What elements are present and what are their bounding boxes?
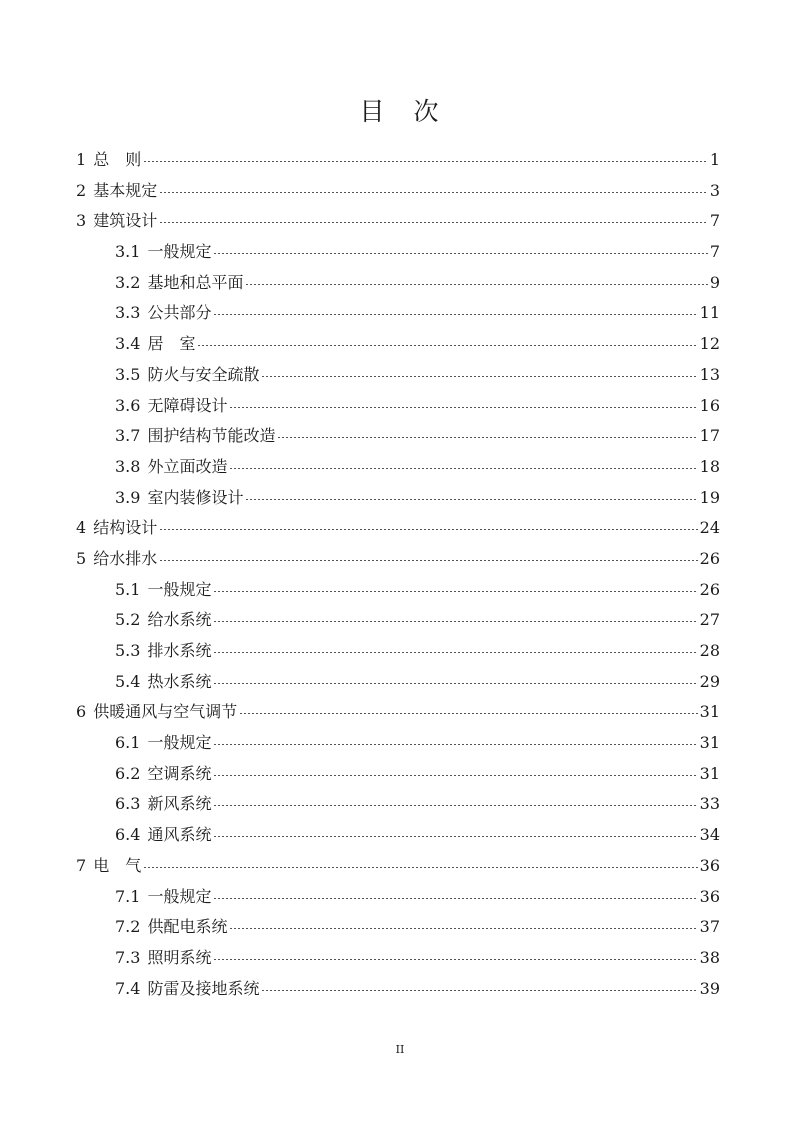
dot-leader	[213, 621, 697, 622]
dot-leader	[159, 560, 697, 561]
toc-entry-page: 7	[709, 211, 720, 231]
toc-entry[interactable]	[76, 452, 720, 483]
dot-leader	[213, 253, 707, 254]
toc-entry-page: 36	[699, 886, 720, 906]
toc-entry-number: 7.1	[115, 886, 141, 906]
toc-entry-number: 3.2	[115, 272, 141, 292]
toc-entry[interactable]	[76, 789, 720, 820]
toc-entry-title: 基本规定	[93, 180, 158, 200]
dot-leader	[229, 468, 697, 469]
toc-entry[interactable]	[76, 268, 720, 299]
toc-entry[interactable]	[76, 912, 720, 943]
toc-entry-number: 3.8	[115, 456, 141, 476]
toc-entry-title: 防雷及接地系统	[147, 978, 260, 998]
toc-entry[interactable]	[76, 483, 720, 514]
toc-entry-page: 28	[699, 641, 720, 660]
toc-entry-title: 照明系统	[147, 947, 212, 967]
page-title: 目 次	[359, 97, 441, 126]
toc-entry-page: 33	[699, 794, 720, 814]
dot-leader	[159, 222, 708, 223]
toc-entry-page: 31	[699, 763, 720, 783]
toc-entry[interactable]	[76, 513, 720, 544]
dot-leader	[143, 161, 708, 162]
toc-entry-title: 通风系统	[147, 825, 212, 845]
toc-entry-number: 6.3	[115, 794, 141, 814]
toc-entry-number: 7.2	[115, 917, 141, 937]
toc-entry[interactable]	[76, 605, 720, 636]
toc-entry-number: 3	[76, 211, 87, 231]
toc-entry[interactable]	[76, 728, 720, 759]
toc-entry[interactable]	[76, 298, 720, 329]
toc-entry-title: 防火与安全疏散	[147, 364, 260, 384]
dot-leader	[213, 591, 697, 592]
toc-entry-title: 新风系统	[147, 794, 212, 814]
toc-entry[interactable]	[76, 575, 720, 606]
dot-leader	[229, 407, 697, 408]
toc-entry-title: 给水系统	[147, 610, 212, 630]
toc-entry[interactable]	[76, 237, 720, 268]
toc-entry[interactable]	[76, 145, 720, 176]
toc-entry-number: 5	[76, 548, 87, 568]
toc-entry[interactable]	[76, 943, 720, 974]
toc-entry[interactable]	[76, 636, 720, 667]
toc-entry-number: 3.9	[115, 487, 141, 507]
dot-leader	[229, 928, 697, 929]
toc-entry-number: 6.1	[115, 733, 141, 753]
toc-entry-title: 一般规定	[147, 579, 212, 599]
dot-leader	[213, 836, 697, 837]
toc-entry-title: 给水排水	[93, 548, 158, 568]
toc-entry[interactable]	[76, 421, 720, 452]
toc-entry[interactable]	[76, 391, 720, 422]
toc-entry[interactable]	[76, 329, 720, 360]
toc-entry-number: 7.3	[115, 947, 141, 967]
toc-entry-page: 17	[699, 426, 720, 446]
toc-entry-page: 36	[699, 855, 720, 875]
toc-entry-title: 无障碍设计	[147, 395, 228, 415]
toc-entry-title: 总 则	[93, 150, 142, 169]
toc-entry[interactable]	[76, 697, 720, 728]
toc-entry-page: 3	[709, 180, 720, 200]
toc-entry-title: 供暖通风与空气调节	[93, 702, 238, 722]
dot-leader	[245, 499, 697, 500]
toc-entry[interactable]	[76, 176, 720, 207]
toc-entry-page: 19	[699, 487, 720, 507]
toc-entry-page: 26	[699, 548, 720, 568]
toc-entry-number: 5.3	[115, 641, 141, 660]
toc-entry[interactable]	[76, 759, 720, 790]
toc-entry-page: 24	[699, 518, 720, 538]
toc-entry-number: 6	[76, 702, 87, 722]
toc-entry[interactable]	[76, 667, 720, 698]
dot-leader	[213, 314, 697, 315]
toc-entry-page: 38	[699, 947, 720, 967]
toc-entry-title: 空调系统	[147, 763, 212, 783]
toc-entry-number: 2	[76, 180, 87, 200]
toc-entry-page: 18	[699, 456, 720, 476]
toc-entry-page: 29	[699, 671, 720, 691]
toc-entry[interactable]	[76, 820, 720, 851]
toc-entry-title: 一般规定	[147, 886, 212, 906]
dot-leader	[213, 898, 697, 899]
toc-entry-number: 3.3	[115, 303, 141, 323]
dot-leader	[197, 345, 697, 346]
toc-entry-page: 9	[709, 272, 720, 292]
dot-leader	[213, 805, 697, 806]
toc-entry-number: 5.4	[115, 671, 141, 691]
toc-entry-title: 基地和总平面	[147, 272, 244, 292]
toc-entry-title: 结构设计	[93, 518, 158, 538]
toc-entry-title: 建筑设计	[93, 211, 158, 231]
toc-entry-title: 公共部分	[147, 303, 212, 323]
dot-leader	[261, 990, 697, 991]
toc-entry-number: 3.7	[115, 426, 141, 446]
table-of-contents	[76, 145, 720, 1004]
dot-leader	[143, 867, 697, 868]
toc-entry-title: 供配电系统	[147, 917, 228, 937]
toc-entry-number: 3.1	[115, 242, 141, 262]
toc-entry[interactable]	[76, 974, 720, 1005]
toc-entry-page: 26	[699, 579, 720, 599]
toc-entry-title: 室内装修设计	[147, 487, 244, 507]
dot-leader	[213, 959, 697, 960]
dot-leader	[213, 652, 697, 653]
dot-leader	[261, 376, 697, 377]
toc-entry[interactable]	[76, 851, 720, 882]
dot-leader	[213, 775, 697, 776]
toc-entry[interactable]	[76, 360, 720, 391]
toc-entry-title: 外立面改造	[147, 456, 228, 476]
toc-entry-number: 1	[76, 150, 87, 169]
dot-leader	[245, 284, 707, 285]
page-number-footer: II	[395, 1043, 405, 1056]
toc-entry[interactable]	[76, 544, 720, 575]
toc-entry-page: 39	[699, 978, 720, 998]
dot-leader	[159, 529, 697, 530]
toc-entry-page: 31	[699, 702, 720, 722]
dot-leader	[239, 713, 697, 714]
toc-entry-number: 4	[76, 518, 87, 538]
toc-entry[interactable]	[76, 882, 720, 913]
toc-entry-number: 7	[76, 855, 87, 875]
toc-entry-page: 31	[699, 733, 720, 753]
toc-entry-title: 排水系统	[147, 641, 212, 660]
toc-entry-title: 一般规定	[147, 733, 212, 753]
toc-entry-title: 居 室	[147, 334, 196, 354]
dot-leader	[277, 437, 697, 438]
toc-entry-title: 热水系统	[147, 671, 212, 691]
toc-entry-number: 6.4	[115, 825, 141, 845]
toc-entry[interactable]	[76, 206, 720, 237]
toc-entry-page: 13	[699, 364, 720, 384]
toc-entry-page: 12	[699, 334, 720, 354]
toc-entry-page: 1	[709, 150, 720, 169]
toc-entry-page: 11	[699, 303, 720, 323]
toc-entry-number: 3.4	[115, 334, 141, 354]
toc-entry-title: 围护结构节能改造	[147, 426, 276, 446]
toc-entry-number: 5.2	[115, 610, 141, 630]
dot-leader	[213, 683, 697, 684]
toc-entry-page: 34	[699, 825, 720, 845]
toc-entry-number: 5.1	[115, 579, 141, 599]
dot-leader	[213, 744, 697, 745]
toc-entry-page: 7	[709, 242, 720, 262]
toc-entry-page: 27	[699, 610, 720, 630]
toc-entry-page: 16	[699, 395, 720, 415]
toc-entry-title: 电 气	[93, 855, 142, 875]
toc-entry-page: 37	[699, 917, 720, 937]
toc-entry-number: 7.4	[115, 978, 141, 998]
toc-entry-number: 6.2	[115, 763, 141, 783]
toc-entry-number: 3.5	[115, 364, 141, 384]
toc-entry-number: 3.6	[115, 395, 141, 415]
dot-leader	[159, 192, 708, 193]
toc-entry-title: 一般规定	[147, 242, 212, 262]
